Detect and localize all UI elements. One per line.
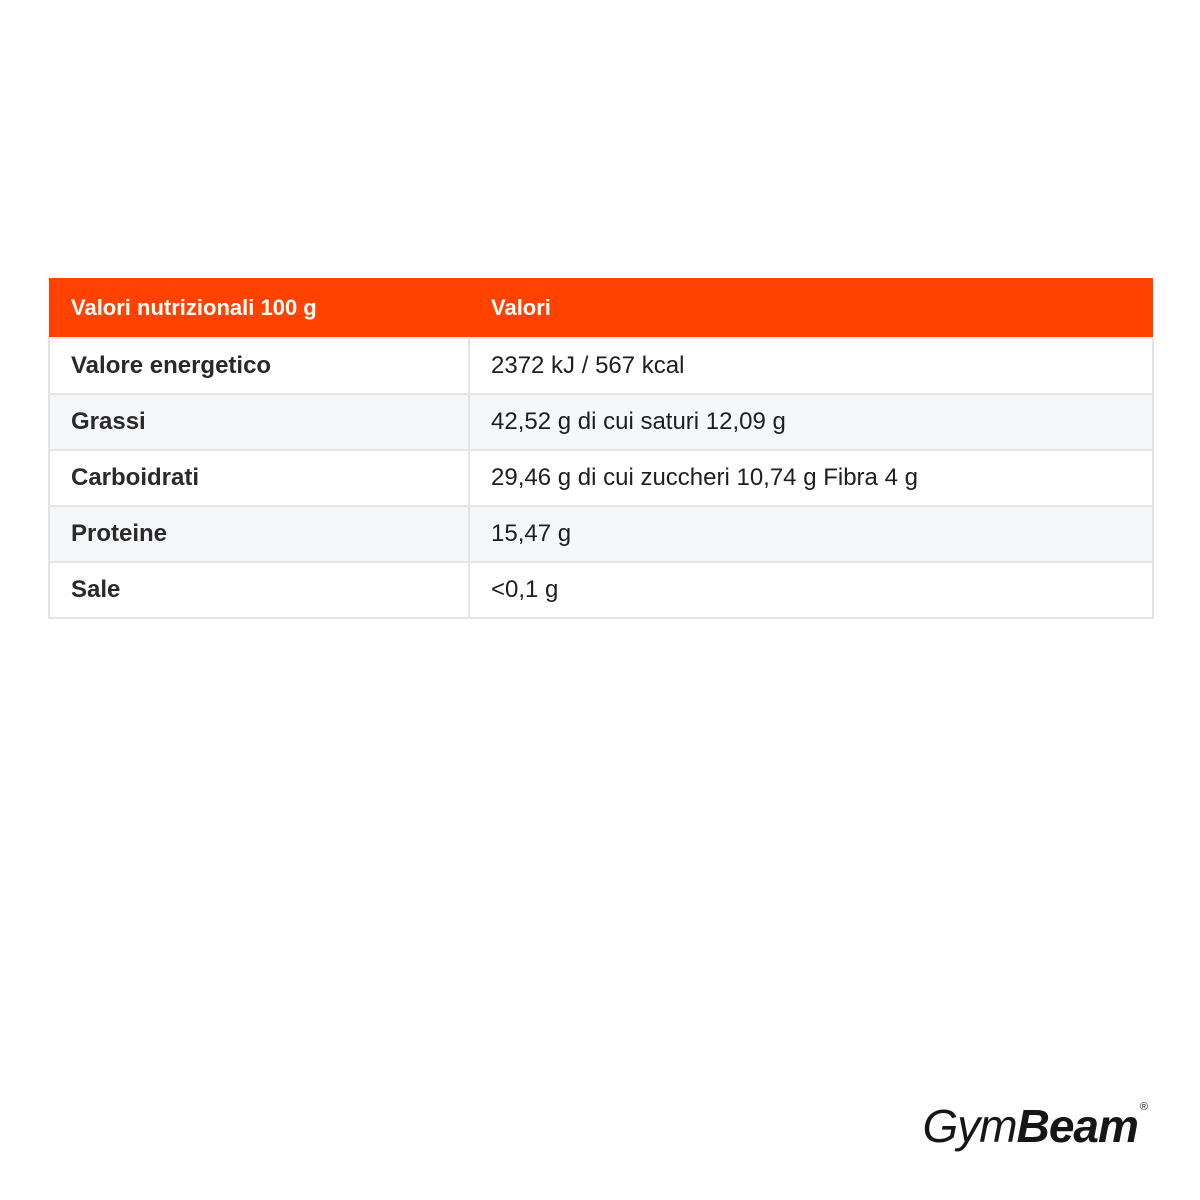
row-label: Carboidrati xyxy=(49,450,469,506)
table-row xyxy=(49,506,1153,562)
gymbeam-logo xyxy=(922,1098,1148,1154)
table-row xyxy=(49,338,1153,394)
table-header xyxy=(49,278,1153,338)
row-label: Grassi xyxy=(49,394,469,450)
row-value: 2372 kJ / 567 kcal xyxy=(469,338,1153,394)
row-value: 29,46 g di cui zuccheri 10,74 g Fibra 4 g xyxy=(469,450,1153,506)
table-body xyxy=(49,338,1153,618)
header-nutrition-values: Valori nutrizionali 100 g xyxy=(49,278,469,338)
table-row xyxy=(49,450,1153,506)
row-label: Proteine xyxy=(49,506,469,562)
row-value: 15,47 g xyxy=(469,506,1153,562)
table-header-row xyxy=(49,278,1153,338)
nutrition-table xyxy=(48,278,1154,619)
header-values: Valori xyxy=(469,278,1153,338)
row-value: 42,52 g di cui saturi 12,09 g xyxy=(469,394,1153,450)
row-label: Valore energetico xyxy=(49,338,469,394)
registered-mark: ® xyxy=(1139,1101,1148,1113)
table-row xyxy=(49,562,1153,618)
row-value: <0,1 g xyxy=(469,562,1153,618)
logo-text-gym: Gym xyxy=(922,1100,1017,1152)
logo-text-beam: Beam xyxy=(1016,1100,1138,1152)
row-label: Sale xyxy=(49,562,469,618)
table-row xyxy=(49,394,1153,450)
